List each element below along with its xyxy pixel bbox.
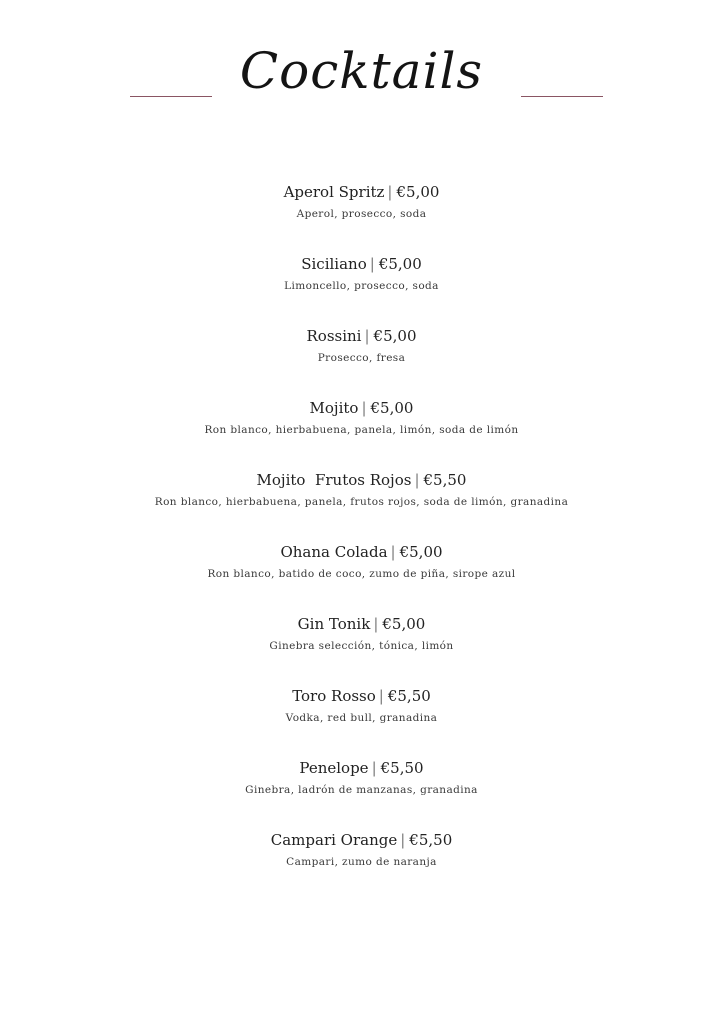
price-separator: | (364, 327, 370, 345)
item-heading (0, 613, 723, 635)
price-separator: | (400, 831, 406, 849)
item-heading (0, 325, 723, 347)
list-item (0, 253, 723, 325)
item-name: Rossini (306, 327, 362, 345)
item-description: Prosecco, fresa (317, 352, 406, 364)
item-price: €5,50 (387, 687, 431, 705)
item-price: €5,00 (399, 543, 443, 561)
item-description: Campari, zumo de naranja (286, 856, 437, 868)
list-item (0, 541, 723, 613)
item-name: Mojito Frutos Rojos (256, 471, 412, 489)
page-title: Cocktails (239, 42, 484, 100)
item-description: Ginebra selección, tónica, limón (269, 640, 454, 652)
item-name: Aperol Spritz (283, 183, 385, 201)
price-separator: | (371, 759, 377, 777)
item-name: Penelope (299, 759, 369, 777)
item-price: €5,00 (382, 615, 426, 633)
item-description: Limoncello, prosecco, soda (284, 280, 439, 292)
item-price: €5,50 (423, 471, 467, 489)
item-heading (0, 397, 723, 419)
item-heading (0, 253, 723, 275)
item-heading (0, 757, 723, 779)
item-description: Vodka, red bull, granadina (285, 712, 438, 724)
title-divider-right (521, 96, 603, 97)
item-price: €5,50 (380, 759, 424, 777)
item-name: Mojito (309, 399, 359, 417)
price-separator: | (369, 255, 375, 273)
item-description: Aperol, prosecco, soda (296, 208, 427, 220)
item-description: Ron blanco, hierbabuena, panela, frutos rojos, soda de limón, granadina (154, 496, 569, 508)
list-item (0, 685, 723, 757)
item-name: Toro Rosso (292, 687, 376, 705)
item-price: €5,00 (370, 399, 414, 417)
cocktail-list (0, 181, 723, 901)
item-description: Ron blanco, batido de coco, zumo de piña, sirope azul (207, 568, 516, 580)
price-separator: | (414, 471, 420, 489)
price-separator: | (361, 399, 367, 417)
item-heading (0, 685, 723, 707)
item-price: €5,00 (378, 255, 422, 273)
price-separator: | (390, 543, 396, 561)
list-item (0, 613, 723, 685)
list-item (0, 325, 723, 397)
item-price: €5,00 (373, 327, 417, 345)
price-separator: | (378, 687, 384, 705)
price-separator: | (373, 615, 379, 633)
list-item (0, 469, 723, 541)
price-separator: | (387, 183, 393, 201)
item-heading (0, 469, 723, 491)
item-heading (0, 541, 723, 563)
list-item (0, 829, 723, 901)
list-item (0, 397, 723, 469)
item-name: Ohana Colada (280, 543, 388, 561)
item-name: Gin Tonik (297, 615, 371, 633)
item-description: Ron blanco, hierbabuena, panela, limón, soda de limón (204, 424, 519, 436)
item-price: €5,50 (409, 831, 453, 849)
item-heading (0, 829, 723, 851)
list-item (0, 757, 723, 829)
item-description: Ginebra, ladrón de manzanas, granadina (245, 784, 478, 796)
list-item (0, 181, 723, 253)
item-heading (0, 181, 723, 203)
item-price: €5,00 (396, 183, 440, 201)
item-name: Siciliano (301, 255, 367, 273)
item-name: Campari Orange (270, 831, 398, 849)
